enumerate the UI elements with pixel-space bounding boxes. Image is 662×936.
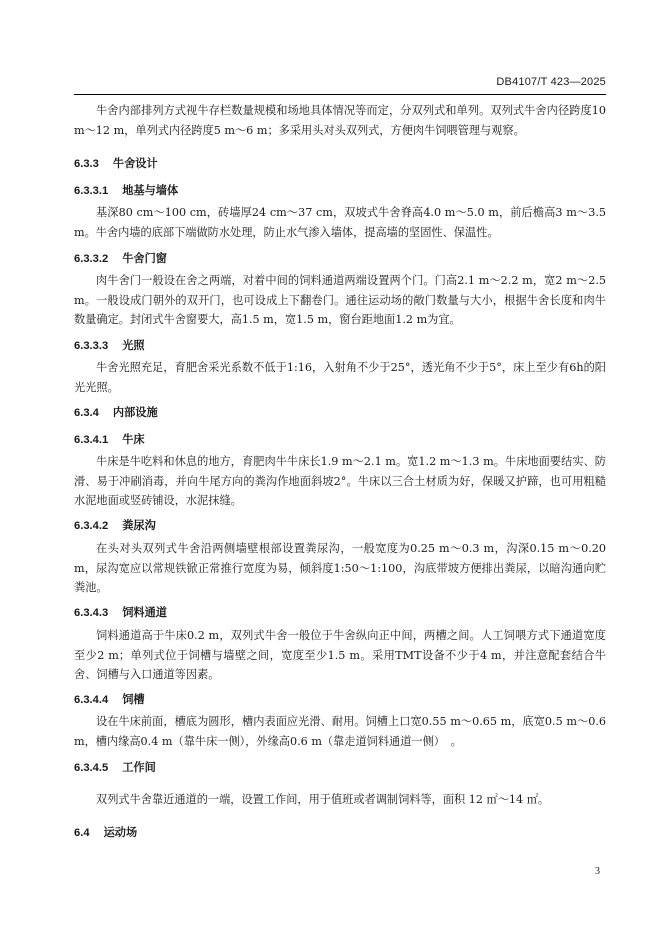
feed-aisle-paragraph: 饲料通道高于牛床0.2 m，双列式牛舍一般位于牛舍纵向正中间，两槽之间。人工饲喂方式下通道宽度至少2 m；单列式位于饲槽与墙壁之间，宽度至少1.5 m。采用TMT设备不少于4 m，并注意配套结合牛舍、饲槽与入口通道等因素。: [74, 629, 606, 681]
section-heading-6-3-4: [74, 404, 158, 420]
document-code: DB4107/T 423—2025: [496, 76, 606, 88]
section-title: 运动场: [103, 827, 138, 839]
section-title: 牛舍门窗: [122, 253, 167, 265]
section-heading-6-3-4-4: [74, 691, 145, 707]
section-heading-6-3-3-1: [74, 182, 178, 198]
section-title: 内部设施: [112, 407, 158, 419]
section-number: 6.3.3.2: [74, 253, 109, 265]
section-heading-6-3-4-1: [74, 431, 145, 447]
section-title: 饲槽: [122, 694, 145, 706]
section-heading-6-3-3-2: [74, 250, 167, 266]
section-number: 6.3.3.3: [74, 340, 109, 352]
page-number: 3: [595, 866, 600, 877]
section-heading-6-3-4-3: [74, 604, 167, 620]
section-heading-6-3-3: [74, 155, 158, 171]
section-title: 工作间: [122, 762, 156, 774]
section-number: 6.3.3.1: [74, 185, 109, 197]
lighting-paragraph: 牛舍光照充足，育肥舍采光系数不低于1:16，入射角不少于25°，透光角不少于5°，床上至少有6h的阳光光照。: [74, 361, 606, 394]
trough-paragraph: 设在牛床前面，槽底为圆形，槽内表面应光滑、耐用。饲槽上口宽0.55 m～0.65 m，底宽0.5 m～0.6 m，槽内缘高0.4 m（靠牛床一侧），外缘高0.6 m（靠走道饲料通道一侧） 。: [74, 715, 606, 748]
section-heading-6-3-4-2: [74, 517, 156, 533]
section-number: 6.3.4.1: [74, 434, 109, 446]
section-number: 6.3.4.4: [74, 694, 109, 706]
foundation-paragraph: 基深80 cm～100 cm，砖墙厚24 cm～37 cm，双坡式牛舍脊高4.0 m～5.0 m，前后檐高3 m～3.5 m。牛舍内墙的底部下端做防水处理，防止水气渗入墙体，提高墙的坚固性、保温性。: [74, 206, 606, 239]
doors-paragraph: 肉牛舍门一般设在舍之两端，对着中间的饲料通道两端设置两个门。门高2.1 m～2.2 m，宽2 m～2.5 m。一般设成门朝外的双开门，也可设成上下翻卷门。通往运动场的敞门数量与大小，根据牛舍长度和肉牛数量确定。封闭式牛舍窗要大，高1.5 m，宽1.5 m，窗台距地面1.2 m为宜。: [74, 274, 606, 326]
section-title: 牛床: [122, 434, 145, 446]
manure-paragraph: 在头对头双列式牛舍沿两侧墙壁根部设置粪尿沟，一般宽度为0.25 m～0.3 m，沟深0.15 m～0.20 m，尿沟宽应以常规铁锨正常推行宽度为易，倾斜度1:50～1:100，沟底带坡方便排出粪尿，以暗沟通向贮粪池。: [74, 542, 606, 594]
section-heading-6-3-4-5: [74, 759, 156, 775]
section-number: 6.3.4.2: [74, 520, 109, 532]
section-heading-6-4: [74, 824, 137, 840]
workroom-paragraph: 双列式牛舍靠近通道的一端，设置工作间，用于值班或者调制饲料等，面积 12 ㎡～14 ㎡。: [96, 793, 550, 806]
section-number: 6.3.4.3: [74, 607, 109, 619]
section-number: 6.4: [74, 827, 90, 839]
section-title: 饲料通道: [122, 607, 167, 619]
section-title: 光照: [122, 340, 145, 352]
intro-paragraph: 牛舍内部排列方式视牛存栏数量规模和场地具体情况等而定，分双列式和单列。双列式牛舍内径跨度10 m～12 m，单列式内径跨度5 m～6 m；多采用头对头双列式，方便肉牛饲喂管理与观察。: [74, 104, 606, 137]
bed-paragraph: 牛床是牛吃料和休息的地方，育肥肉牛牛床长1.9 m～2.1 m。宽1.2 m～1.3 m。牛床地面要结实、防滑、易于冲刷消毒，并向牛尾方向的粪沟作地面斜坡2°。牛床以三合土材质为好，保暖又护蹄，也可用粗糙水泥地面或竖砖铺设，水泥抹缝。: [74, 455, 606, 507]
section-number: 6.3.4.5: [74, 762, 109, 774]
section-heading-6-3-3-3: [74, 337, 145, 353]
section-title: 牛舍设计: [112, 158, 158, 170]
section-title: 地基与墙体: [122, 185, 179, 197]
section-number: 6.3.3: [74, 158, 99, 170]
section-number: 6.3.4: [74, 407, 99, 419]
header-divider: [74, 94, 606, 95]
section-title: 粪尿沟: [122, 520, 156, 532]
